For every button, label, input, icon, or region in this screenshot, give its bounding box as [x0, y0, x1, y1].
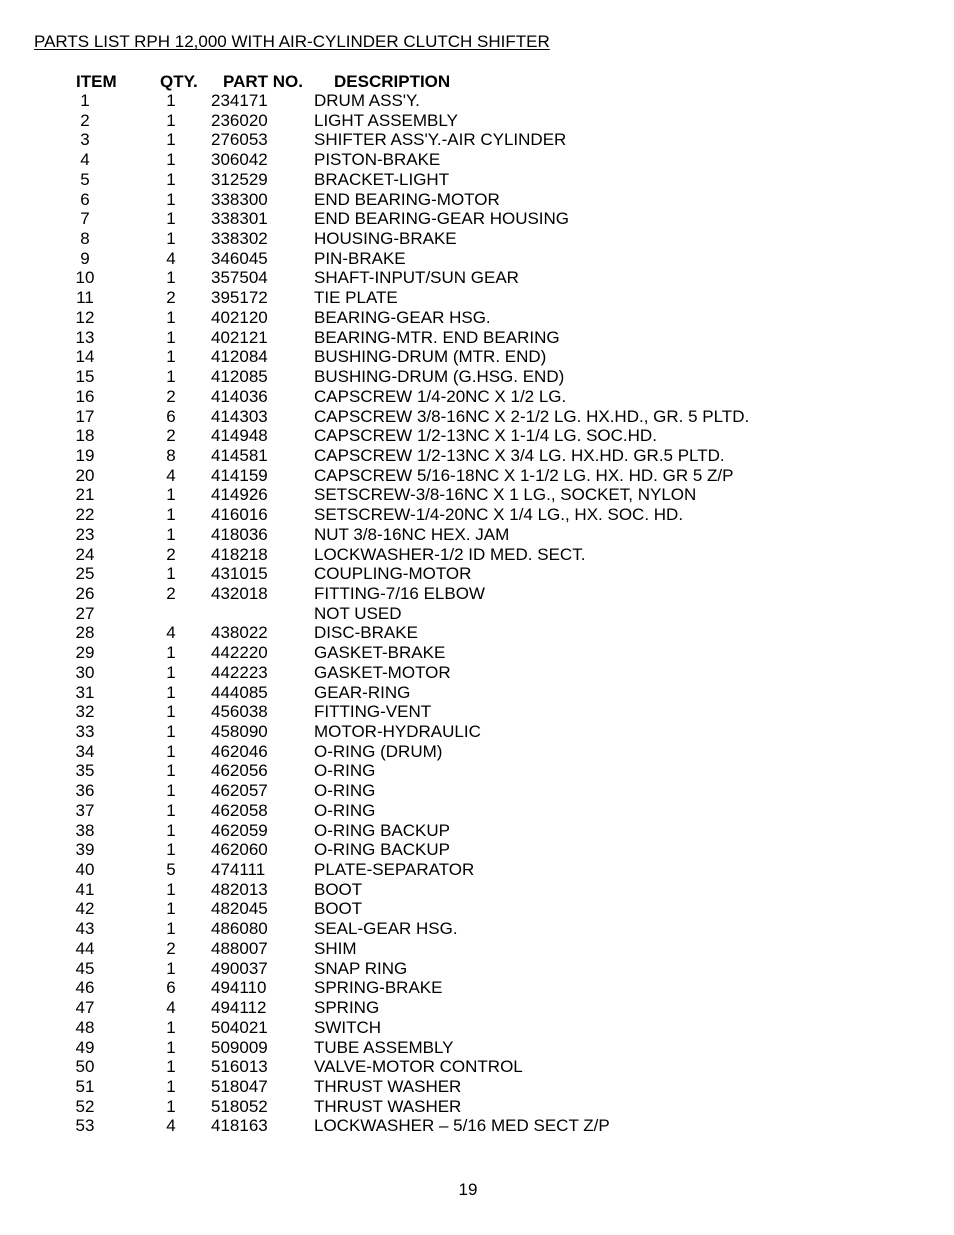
cell-description: O-RING (DRUM)	[314, 741, 443, 761]
cell-description: PLATE-SEPARATOR	[314, 860, 475, 880]
table-row	[0, 1116, 954, 1136]
cell-part-no: 458090	[211, 722, 268, 741]
cell-item: 43	[75, 919, 95, 939]
cell-qty: 4	[166, 623, 176, 643]
cell-qty: 1	[166, 741, 176, 761]
cell-item: 50	[75, 1057, 95, 1077]
cell-description: END BEARING-GEAR HOUSING	[314, 209, 570, 229]
cell-part-no: 414926	[211, 485, 268, 505]
cell-description: SNAP RING	[314, 958, 408, 978]
cell-part-no: 412084	[211, 347, 268, 367]
cell-part-no: 338301	[211, 209, 268, 229]
cell-qty: 1	[166, 958, 176, 978]
table-row	[0, 545, 954, 565]
cell-description: PIN-BRAKE	[314, 248, 406, 268]
cell-item: 1	[80, 91, 90, 110]
cell-item: 34	[75, 741, 95, 761]
cell-qty: 6	[166, 406, 176, 426]
cell-part-no: 412085	[211, 367, 268, 387]
cell-description: DRUM ASS'Y.	[314, 91, 420, 110]
cell-description: BUSHING-DRUM (G.HSG. END)	[314, 367, 565, 387]
cell-qty: 4	[166, 998, 176, 1018]
cell-item: 5	[80, 169, 90, 189]
table-row	[0, 367, 954, 387]
cell-item: 2	[80, 110, 90, 130]
cell-qty: 1	[166, 524, 176, 544]
cell-item: 20	[75, 465, 95, 485]
table-row	[0, 1057, 954, 1077]
cell-item: 52	[75, 1096, 95, 1116]
cell-part-no: 442220	[211, 643, 268, 663]
cell-part-no: 462056	[211, 761, 268, 781]
table-row	[0, 584, 954, 604]
cell-qty: 1	[166, 347, 176, 367]
header-item: ITEM	[76, 72, 117, 91]
table-row	[0, 1038, 954, 1058]
cell-item: 16	[75, 386, 95, 406]
cell-item: 24	[75, 544, 95, 564]
cell-description: HOUSING-BRAKE	[314, 229, 457, 249]
table-row	[0, 702, 954, 722]
cell-qty: 4	[166, 465, 176, 485]
cell-item: 10	[75, 268, 95, 288]
cell-qty: 1	[166, 564, 176, 584]
cell-qty: 1	[166, 682, 176, 702]
cell-part-no: 444085	[211, 682, 268, 702]
cell-part-no: 432018	[211, 583, 268, 603]
table-row	[0, 426, 954, 446]
cell-part-no: 338300	[211, 189, 268, 209]
cell-item: 8	[80, 229, 90, 249]
cell-item: 11	[76, 288, 94, 308]
cell-description: CAPSCREW 3/8-16NC X 2-1/2 LG. HX.HD., GR. 5 PLTD.	[314, 406, 750, 426]
cell-description: TUBE ASSEMBLY	[314, 1037, 454, 1057]
cell-qty: 1	[166, 229, 176, 249]
header-description: DESCRIPTION	[334, 72, 451, 91]
cell-qty: 2	[166, 583, 176, 603]
cell-item: 48	[75, 1017, 95, 1037]
cell-item: 22	[75, 505, 95, 525]
table-row	[0, 564, 954, 584]
cell-part-no: 395172	[211, 288, 268, 308]
table-row	[0, 268, 954, 288]
table-row	[0, 328, 954, 348]
table-row	[0, 288, 954, 308]
cell-description: NOT USED	[314, 603, 402, 623]
cell-item: 23	[75, 524, 95, 544]
cell-part-no: 306042	[211, 150, 268, 170]
table-row	[0, 742, 954, 762]
table-row	[0, 604, 954, 624]
table-row	[0, 939, 954, 959]
cell-part-no: 357504	[211, 268, 268, 288]
page-number: 19	[458, 1180, 478, 1199]
cell-description: SETSCREW-3/8-16NC X 1 LG., SOCKET, NYLON	[314, 485, 697, 505]
cell-qty: 1	[166, 1017, 176, 1037]
cell-description: CAPSCREW 1/2-13NC X 3/4 LG. HX.HD. GR.5 PLTD.	[314, 445, 725, 465]
cell-item: 27	[75, 603, 95, 623]
cell-part-no: 488007	[211, 938, 268, 958]
cell-description: LIGHT ASSEMBLY	[314, 110, 458, 130]
cell-item: 38	[75, 820, 95, 840]
cell-qty: 6	[166, 978, 176, 998]
cell-item: 45	[75, 958, 95, 978]
table-row	[0, 190, 954, 210]
table-row	[0, 1097, 954, 1117]
cell-description: SHIFTER ASS'Y.-AIR CYLINDER	[314, 130, 567, 150]
cell-description: BOOT	[314, 899, 363, 919]
cell-qty: 8	[166, 445, 176, 465]
cell-part-no: 414303	[211, 406, 268, 426]
cell-qty: 4	[166, 248, 176, 268]
table-row	[0, 978, 954, 998]
cell-description: BOOT	[314, 879, 363, 899]
cell-qty: 1	[166, 643, 176, 663]
table-row	[0, 821, 954, 841]
cell-part-no: 418163	[211, 1116, 268, 1136]
cell-item: 25	[75, 564, 95, 584]
cell-qty: 1	[166, 268, 176, 288]
cell-description: THRUST WASHER	[314, 1076, 462, 1096]
cell-part-no: 236020	[211, 110, 268, 130]
table-row	[0, 387, 954, 407]
cell-qty: 1	[166, 1076, 176, 1096]
cell-description: SWITCH	[314, 1017, 382, 1037]
table-row	[0, 209, 954, 229]
cell-item: 28	[75, 623, 95, 643]
table-row	[0, 485, 954, 505]
cell-part-no: 418036	[211, 524, 268, 544]
cell-description: SEAL-GEAR HSG.	[314, 919, 458, 939]
cell-part-no: 462046	[211, 741, 268, 761]
cell-description: SPRING-BRAKE	[314, 978, 443, 998]
cell-item: 3	[80, 130, 90, 150]
cell-description: O-RING	[314, 781, 376, 801]
header-qty: QTY.	[160, 72, 198, 91]
cell-description: SHAFT-INPUT/SUN GEAR	[314, 268, 519, 288]
cell-item: 46	[75, 978, 95, 998]
table-row	[0, 623, 954, 643]
cell-qty: 1	[166, 485, 176, 505]
cell-item: 9	[80, 248, 90, 268]
cell-qty: 1	[166, 840, 176, 860]
header-part-no: PART NO.	[223, 72, 303, 91]
cell-qty: 1	[166, 800, 176, 820]
cell-description: CAPSCREW 5/16-18NC X 1-1/2 LG. HX. HD. GR 5 Z/P	[314, 465, 734, 485]
cell-qty: 1	[166, 505, 176, 525]
cell-qty: 1	[166, 919, 176, 939]
cell-description: GEAR-RING	[314, 682, 411, 702]
cell-item: 32	[75, 702, 95, 722]
cell-description: CAPSCREW 1/2-13NC X 1-1/4 LG. SOC.HD.	[314, 426, 657, 446]
cell-part-no: 474111	[211, 860, 266, 880]
cell-qty: 1	[166, 879, 176, 899]
cell-part-no: 509009	[211, 1037, 268, 1057]
cell-description: THRUST WASHER	[314, 1096, 462, 1116]
cell-qty: 1	[166, 662, 176, 682]
cell-part-no: 516013	[211, 1057, 268, 1077]
cell-item: 41	[75, 879, 95, 899]
table-row	[0, 347, 954, 367]
cell-item: 13	[75, 327, 95, 347]
cell-part-no: 312529	[211, 169, 268, 189]
cell-qty: 2	[166, 544, 176, 564]
cell-description: MOTOR-HYDRAULIC	[314, 722, 481, 741]
cell-item: 53	[75, 1116, 95, 1136]
cell-part-no: 456038	[211, 702, 268, 722]
cell-qty: 2	[166, 938, 176, 958]
cell-description: SETSCREW-1/4-20NC X 1/4 LG., HX. SOC. HD.	[314, 505, 684, 525]
cell-part-no: 416016	[211, 505, 268, 525]
cell-description: GASKET-MOTOR	[314, 662, 451, 682]
cell-item: 17	[75, 406, 95, 426]
cell-qty: 1	[166, 722, 176, 741]
cell-item: 39	[75, 840, 95, 860]
cell-qty: 1	[166, 761, 176, 781]
table-row	[0, 919, 954, 939]
cell-part-no: 414036	[211, 386, 268, 406]
table-row	[0, 663, 954, 683]
cell-description: SHIM	[314, 938, 357, 958]
table-row	[0, 111, 954, 131]
table-row	[0, 643, 954, 663]
cell-part-no: 494110	[211, 978, 267, 998]
cell-description: O-RING BACKUP	[314, 840, 451, 860]
cell-description: END BEARING-MOTOR	[314, 189, 500, 209]
cell-item: 6	[80, 189, 90, 209]
cell-qty: 1	[166, 367, 176, 387]
cell-description: TIE PLATE	[314, 288, 398, 308]
cell-part-no: 482013	[211, 879, 268, 899]
cell-part-no: 462057	[211, 781, 268, 801]
cell-qty: 2	[166, 426, 176, 446]
cell-description: FITTING-VENT	[314, 702, 432, 722]
cell-qty: 5	[166, 860, 176, 880]
table-row	[0, 229, 954, 249]
cell-item: 12	[75, 307, 95, 327]
cell-item: 26	[75, 583, 95, 603]
cell-part-no: 462060	[211, 840, 268, 860]
cell-qty: 1	[166, 130, 176, 150]
cell-description: CAPSCREW 1/4-20NC X 1/2 LG.	[314, 386, 567, 406]
cell-part-no: 414948	[211, 426, 268, 446]
table-row	[0, 446, 954, 466]
cell-part-no: 346045	[211, 248, 268, 268]
table-row	[0, 959, 954, 979]
cell-qty: 1	[166, 150, 176, 170]
cell-description: SPRING	[314, 998, 380, 1018]
cell-item: 51	[75, 1076, 95, 1096]
table-row	[0, 91, 954, 111]
cell-description: COUPLING-MOTOR	[314, 564, 472, 584]
cell-item: 15	[75, 367, 95, 387]
cell-qty: 2	[166, 386, 176, 406]
cell-item: 18	[75, 426, 95, 446]
table-row	[0, 466, 954, 486]
cell-description: NUT 3/8-16NC HEX. JAM	[314, 524, 510, 544]
cell-part-no: 234171	[211, 91, 268, 110]
table-row	[0, 505, 954, 525]
cell-part-no: 414159	[211, 465, 268, 485]
cell-qty: 1	[166, 820, 176, 840]
cell-part-no: 518052	[211, 1096, 268, 1116]
cell-qty: 1	[166, 899, 176, 919]
cell-item: 30	[75, 662, 95, 682]
cell-description: O-RING	[314, 761, 376, 781]
cell-qty: 1	[166, 307, 176, 327]
cell-description: LOCKWASHER-1/2 ID MED. SECT.	[314, 544, 586, 564]
cell-part-no: 490037	[211, 958, 268, 978]
table-row	[0, 130, 954, 150]
table-row	[0, 170, 954, 190]
cell-description: O-RING BACKUP	[314, 820, 451, 840]
cell-qty: 1	[166, 1096, 176, 1116]
cell-item: 29	[75, 643, 95, 663]
cell-item: 37	[75, 800, 95, 820]
table-header	[0, 72, 954, 92]
table-row	[0, 407, 954, 427]
cell-description: BUSHING-DRUM (MTR. END)	[314, 347, 547, 367]
cell-part-no: 438022	[211, 623, 268, 643]
cell-part-no: 414581	[211, 445, 268, 465]
cell-description: LOCKWASHER – 5/16 MED SECT Z/P	[314, 1116, 610, 1136]
cell-description: GASKET-BRAKE	[314, 643, 446, 663]
cell-item: 49	[75, 1037, 95, 1057]
cell-qty: 1	[166, 702, 176, 722]
cell-part-no: 442223	[211, 662, 268, 682]
cell-part-no: 402120	[211, 307, 268, 327]
cell-part-no: 402121	[211, 327, 268, 347]
table-row	[0, 150, 954, 170]
cell-description: PISTON-BRAKE	[314, 150, 441, 170]
cell-qty: 1	[166, 169, 176, 189]
parts-table	[0, 91, 954, 1136]
table-row	[0, 1077, 954, 1097]
table-row	[0, 249, 954, 269]
cell-qty: 2	[166, 288, 176, 308]
table-row	[0, 781, 954, 801]
cell-part-no: 482045	[211, 899, 268, 919]
cell-item: 40	[75, 860, 95, 880]
cell-part-no: 462058	[211, 800, 268, 820]
table-row	[0, 899, 954, 919]
cell-qty: 1	[166, 781, 176, 801]
cell-item: 31	[75, 682, 95, 702]
cell-item: 19	[75, 445, 95, 465]
table-row	[0, 525, 954, 545]
cell-qty: 1	[166, 91, 176, 110]
cell-part-no: 494112	[211, 998, 267, 1018]
cell-description: FITTING-7/16 ELBOW	[314, 583, 485, 603]
cell-part-no: 418218	[211, 544, 268, 564]
cell-part-no: 431015	[211, 564, 268, 584]
cell-qty: 4	[166, 1116, 176, 1136]
cell-part-no: 462059	[211, 820, 268, 840]
cell-part-no: 338302	[211, 229, 268, 249]
cell-item: 42	[75, 899, 95, 919]
cell-description: BEARING-GEAR HSG.	[314, 307, 491, 327]
cell-item: 33	[75, 722, 95, 741]
table-row	[0, 683, 954, 703]
cell-item: 36	[75, 781, 95, 801]
table-row	[0, 308, 954, 328]
table-row	[0, 998, 954, 1018]
cell-description: DISC-BRAKE	[314, 623, 418, 643]
cell-description: BEARING-MTR. END BEARING	[314, 327, 560, 347]
cell-part-no: 504021	[211, 1017, 268, 1037]
table-row	[0, 801, 954, 821]
cell-part-no: 276053	[211, 130, 268, 150]
cell-qty: 1	[166, 327, 176, 347]
cell-item: 47	[75, 998, 95, 1018]
cell-description: O-RING	[314, 800, 376, 820]
cell-part-no: 518047	[211, 1076, 268, 1096]
cell-item: 14	[75, 347, 95, 367]
cell-qty: 1	[166, 1057, 176, 1077]
cell-item: 4	[80, 150, 90, 170]
cell-item: 7	[80, 209, 90, 229]
table-row	[0, 722, 954, 742]
parts-list-title: PARTS LIST RPH 12,000 WITH AIR-CYLINDER CLUTCH SHIFTER	[34, 32, 550, 51]
cell-item: 35	[75, 761, 95, 781]
cell-item: 21	[75, 485, 95, 505]
cell-part-no: 486080	[211, 919, 268, 939]
table-row	[0, 860, 954, 880]
cell-qty: 1	[166, 189, 176, 209]
table-row	[0, 1018, 954, 1038]
cell-description: BRACKET-LIGHT	[314, 169, 450, 189]
cell-qty: 1	[166, 110, 176, 130]
cell-qty: 1	[166, 1037, 176, 1057]
table-row	[0, 880, 954, 900]
table-row	[0, 840, 954, 860]
cell-item: 44	[75, 938, 95, 958]
cell-description: VALVE-MOTOR CONTROL	[314, 1057, 523, 1077]
table-row	[0, 761, 954, 781]
cell-qty: 1	[166, 209, 176, 229]
